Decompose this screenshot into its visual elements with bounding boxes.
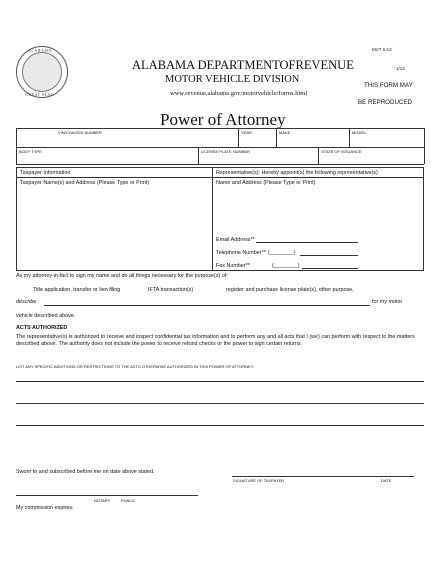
representative-heading: Representative(s): Hereby appoint(s) the following representative(s) (216, 170, 378, 176)
form-revision: 1/13 (396, 66, 405, 71)
restrictions-line-2[interactable] (16, 403, 424, 404)
fax-area-code[interactable]: (________) (272, 263, 300, 269)
forms-url[interactable]: www.revenue.alabama.gov/motorvehicle/forms.html (170, 90, 308, 97)
body-type-field[interactable]: BODY TYPE (19, 149, 42, 154)
make-field[interactable]: MAKE (279, 130, 291, 135)
vehicle-grid-top (16, 128, 424, 129)
division-name: MOTOR VEHICLE DIVISION (165, 74, 300, 85)
form-number: MVT 5-13 (372, 47, 392, 52)
sworn-statement: Sworn to and subscribed before me on date above stated. (16, 469, 155, 475)
representative-name-field[interactable]: Name and Address (Please Type or Print) (216, 180, 316, 186)
seal-text-bottom: GREAT SEAL (25, 92, 54, 97)
state-of-issuance-field[interactable]: STATE OF ISSUANCE (321, 149, 362, 154)
email-label: Email Address** (216, 237, 255, 243)
purpose-option-title[interactable]: Title application, transfer or lien filing (33, 287, 121, 293)
telephone-label: Telephone Number** (216, 250, 266, 256)
grid-right-edge (424, 128, 425, 164)
department-name: ALABAMA DEPARTMENTOFREVENUE (132, 58, 354, 72)
vehicle-grid-mid (16, 147, 424, 148)
purpose-intro: As my attorney-in-fact to sign my name and do all things necessary for the purpose(s) of: (16, 273, 228, 279)
signature-label: SIGNATURE OF TAXPAYER (233, 478, 285, 483)
seal-emblem (22, 52, 62, 92)
grid-divider-make (276, 128, 277, 147)
date-label: DATE (381, 478, 392, 483)
vehicle-described-text: vehicle described above. (16, 313, 76, 319)
license-plate-field[interactable]: LICENSE PLATE NUMBER (201, 149, 251, 154)
commission-expires: My commission expires: (16, 505, 74, 511)
restrictions-instruction: LIST ANY SPECIFIC ADDITIONS OR RESTRICTIONS TO THE ACTS OTHERWISE AUTHORIZED IN THIS POWER OF ATTORNEY: (16, 364, 255, 369)
describe-label: describe (16, 299, 37, 305)
party-header-line (16, 177, 424, 178)
notice-line-2: BE REPRODUCED (358, 99, 412, 106)
grid-divider-state (318, 147, 319, 164)
notary-label: NOTARY (94, 498, 111, 503)
taxpayer-signature-input[interactable] (232, 476, 414, 477)
page-title: Power of Attorney (160, 110, 286, 129)
purpose-option-register[interactable]: register and purchase license plate(s), other purpose, (226, 287, 354, 293)
vin-field[interactable]: VIN/CHASSIS NUMBER (58, 130, 102, 135)
email-input[interactable] (256, 242, 358, 243)
acts-body: The representative(s) is authorized to receive and inspect confidential tax information and to perform any and all acts that I (we) can perform with respect to the matters described above. The authority does not include the power to receive refund checks or the power to sign certain returns. (16, 334, 415, 348)
purpose-option-ifta[interactable]: IFTA transaction(s) (148, 287, 194, 293)
fax-input[interactable] (302, 268, 358, 269)
notice-line-1: THIS FORM MAY (364, 82, 413, 89)
restrictions-line-1[interactable] (16, 381, 424, 382)
model-field[interactable]: MODEL (352, 130, 367, 135)
acts-heading: ACTS AUTHORIZED (16, 325, 68, 331)
grid-left-edge (16, 128, 17, 164)
for-my-motor-text: for my motor (372, 299, 403, 305)
telephone-input[interactable] (300, 255, 358, 256)
party-divider (212, 167, 213, 271)
notary-signature-input[interactable] (16, 495, 198, 496)
fax-label: Fax Number** (216, 263, 250, 269)
seal-text-top: ALABAMA (28, 48, 52, 53)
year-field[interactable]: YEAR (241, 130, 252, 135)
telephone-area-code[interactable]: (________) (268, 250, 296, 256)
grid-divider-year (238, 128, 239, 147)
vehicle-grid-bottom (16, 164, 424, 165)
describe-input[interactable] (44, 305, 370, 306)
grid-divider-plate (198, 147, 199, 164)
taxpayer-name-field[interactable]: Taxpayer Name(s) and Address (Please Type or Print) (20, 180, 150, 186)
public-label: PUBLIC (121, 498, 136, 503)
restrictions-line-3[interactable] (16, 425, 424, 426)
grid-divider-model (349, 128, 350, 147)
taxpayer-heading: Taxpayer Information (20, 170, 71, 176)
